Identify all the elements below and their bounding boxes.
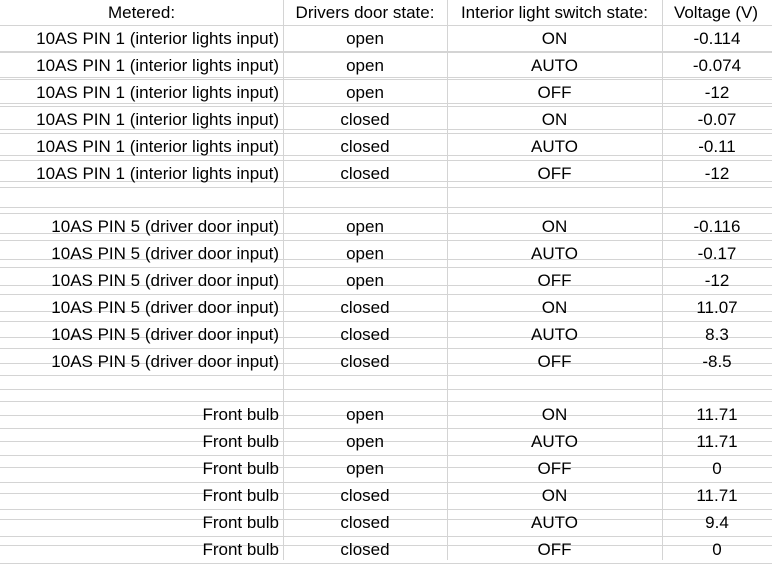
header-metered[interactable]: Metered:: [107, 3, 176, 22]
cell-voltage[interactable]: -0.114: [662, 26, 772, 53]
cell-voltage[interactable]: 11.71: [662, 429, 772, 456]
cell-door-state[interactable]: closed: [283, 107, 447, 134]
cell-switch-state[interactable]: AUTO: [447, 134, 662, 161]
cell-voltage[interactable]: -0.07: [662, 107, 772, 134]
cell-switch-state[interactable]: ON: [447, 295, 662, 322]
cell-voltage[interactable]: 11.07: [662, 295, 772, 322]
table-row: [0, 134, 772, 161]
cell-metered[interactable]: [0, 376, 283, 402]
cell-switch-state[interactable]: AUTO: [447, 510, 662, 537]
cell-voltage[interactable]: -0.17: [662, 241, 772, 268]
cell-metered[interactable]: 10AS PIN 1 (interior lights input): [0, 161, 283, 188]
table-row: [0, 510, 772, 537]
table-row: [0, 161, 772, 188]
table-row: [0, 241, 772, 268]
cell-metered[interactable]: Front bulb: [0, 456, 283, 483]
cell-metered[interactable]: 10AS PIN 5 (driver door input): [0, 349, 283, 376]
cell-switch-state[interactable]: OFF: [447, 349, 662, 376]
cell-door-state[interactable]: closed: [283, 295, 447, 322]
cell-switch-state[interactable]: AUTO: [447, 322, 662, 349]
cell-door-state[interactable]: open: [283, 241, 447, 268]
cell-switch-state[interactable]: ON: [447, 107, 662, 134]
header-row: [0, 0, 772, 26]
cell-switch-state[interactable]: [447, 188, 662, 214]
cell-voltage[interactable]: 8.3: [662, 322, 772, 349]
table-row: [0, 107, 772, 134]
table-row: [0, 188, 772, 214]
cell-switch-state[interactable]: ON: [447, 26, 662, 53]
header-door-state[interactable]: Drivers door state:: [295, 3, 435, 22]
cell-voltage[interactable]: [662, 376, 772, 402]
table-row: [0, 537, 772, 564]
cell-metered[interactable]: 10AS PIN 1 (interior lights input): [0, 107, 283, 134]
cell-door-state[interactable]: closed: [283, 322, 447, 349]
cell-door-state[interactable]: open: [283, 402, 447, 429]
cell-metered[interactable]: 10AS PIN 5 (driver door input): [0, 322, 283, 349]
cell-voltage[interactable]: -0.074: [662, 53, 772, 80]
cell-switch-state[interactable]: OFF: [447, 268, 662, 295]
cell-metered[interactable]: 10AS PIN 5 (driver door input): [0, 241, 283, 268]
table-row: [0, 349, 772, 376]
cell-door-state[interactable]: open: [283, 80, 447, 107]
cell-metered[interactable]: Front bulb: [0, 429, 283, 456]
cell-switch-state[interactable]: ON: [447, 483, 662, 510]
cell-switch-state[interactable]: AUTO: [447, 429, 662, 456]
cell-voltage[interactable]: 0: [662, 537, 772, 564]
cell-switch-state[interactable]: OFF: [447, 537, 662, 564]
cell-voltage[interactable]: -8.5: [662, 349, 772, 376]
cell-metered[interactable]: [0, 188, 283, 214]
cell-metered[interactable]: 10AS PIN 1 (interior lights input): [0, 80, 283, 107]
cell-door-state[interactable]: closed: [283, 537, 447, 564]
cell-voltage[interactable]: 11.71: [662, 402, 772, 429]
cell-switch-state[interactable]: ON: [447, 402, 662, 429]
table-row: [0, 26, 772, 53]
header-voltage[interactable]: Voltage (V): [673, 3, 759, 22]
cell-switch-state[interactable]: ON: [447, 214, 662, 241]
cell-metered[interactable]: Front bulb: [0, 483, 283, 510]
table-row: [0, 53, 772, 80]
table-row: [0, 322, 772, 349]
cell-voltage[interactable]: -12: [662, 268, 772, 295]
cell-metered[interactable]: 10AS PIN 1 (interior lights input): [0, 53, 283, 80]
cell-voltage[interactable]: -12: [662, 80, 772, 107]
cell-switch-state[interactable]: OFF: [447, 80, 662, 107]
cell-voltage[interactable]: 0: [662, 456, 772, 483]
cell-door-state[interactable]: closed: [283, 134, 447, 161]
cell-door-state[interactable]: open: [283, 268, 447, 295]
table-row: [0, 80, 772, 107]
cell-metered[interactable]: Front bulb: [0, 537, 283, 564]
cell-voltage[interactable]: 11.71: [662, 483, 772, 510]
cell-switch-state[interactable]: OFF: [447, 161, 662, 188]
cell-metered[interactable]: Front bulb: [0, 402, 283, 429]
cell-metered[interactable]: Front bulb: [0, 510, 283, 537]
cell-switch-state[interactable]: AUTO: [447, 53, 662, 80]
table-row: [0, 402, 772, 429]
cell-door-state[interactable]: open: [283, 214, 447, 241]
cell-voltage[interactable]: -12: [662, 161, 772, 188]
cell-metered[interactable]: 10AS PIN 1 (interior lights input): [0, 26, 283, 53]
cell-switch-state[interactable]: OFF: [447, 456, 662, 483]
cell-door-state[interactable]: closed: [283, 483, 447, 510]
cell-voltage[interactable]: -0.11: [662, 134, 772, 161]
table-row: [0, 456, 772, 483]
cell-door-state[interactable]: closed: [283, 161, 447, 188]
cell-door-state[interactable]: closed: [283, 349, 447, 376]
cell-voltage[interactable]: -0.116: [662, 214, 772, 241]
table-row: [0, 376, 772, 402]
cell-metered[interactable]: 10AS PIN 5 (driver door input): [0, 214, 283, 241]
table-row: [0, 429, 772, 456]
cell-door-state[interactable]: open: [283, 456, 447, 483]
cell-metered[interactable]: 10AS PIN 5 (driver door input): [0, 295, 283, 322]
table-row: [0, 214, 772, 241]
table-row: [0, 483, 772, 510]
cell-metered[interactable]: 10AS PIN 5 (driver door input): [0, 268, 283, 295]
cell-door-state[interactable]: [283, 188, 447, 214]
table-row: [0, 268, 772, 295]
header-switch-state[interactable]: Interior light switch state:: [460, 3, 649, 22]
table-row: [0, 295, 772, 322]
cell-voltage[interactable]: [662, 188, 772, 214]
cell-voltage[interactable]: 9.4: [662, 510, 772, 537]
cell-door-state[interactable]: open: [283, 53, 447, 80]
cell-door-state[interactable]: open: [283, 26, 447, 53]
cell-door-state[interactable]: open: [283, 429, 447, 456]
cell-door-state[interactable]: closed: [283, 510, 447, 537]
cell-switch-state[interactable]: AUTO: [447, 241, 662, 268]
cell-door-state[interactable]: [283, 376, 447, 402]
cell-switch-state[interactable]: [447, 376, 662, 402]
cell-metered[interactable]: 10AS PIN 1 (interior lights input): [0, 134, 283, 161]
